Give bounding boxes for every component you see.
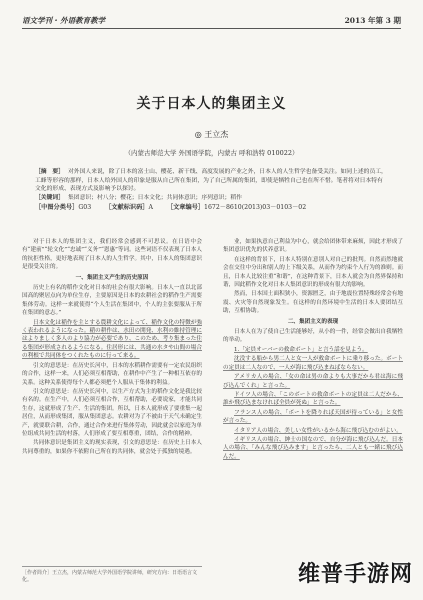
- author-affiliation: （内蒙古师范大学 外国语学院，内蒙古 呼和浩特 010022）: [124, 149, 299, 157]
- paragraph: 在这样的背景下，日本人特别在意别人对自己的批判。自然而然地就会在交往中分出和别人的上下级关系，从而作为约束个人行为的准则。而且，日本人比较注重“和谐”，在这种背景下，日本人就会为自然界保持和谐，因此稻作文化对日本人集团意识的形成有很大的影响。: [223, 256, 403, 289]
- japanese-quote: イギリス人の場合、紳士の国なので、自分が海に飛び込んだ。日本人の場合、「みんな飛び込みます」と言ったら、二人とも一緒に飛び込んだ。: [223, 436, 403, 460]
- article-no-label: ［文章编号］: [166, 204, 205, 211]
- section-heading: 一、集团主义产生的历史原因: [75, 274, 149, 281]
- japanese-quote: 1.「定員オーバーの救命ボート」と言う話を見よう。: [234, 346, 368, 353]
- keywords-text: 集团意识；村八分；樱花；日本文化；共同体意识；序列意识；稻作: [68, 194, 242, 201]
- journal-name: 语文学刊 · 外语教育教学: [22, 16, 106, 25]
- japanese-quote: フランス人の場合、「ボートを降りれば天国が待っている」と女性が言った。: [223, 409, 403, 425]
- paragraph: 日本人在为了使自己生活能够好，从小的一件，经常会做出自我牺牲的举动。: [223, 329, 403, 344]
- paragraph: 共同体意识是集团主义的现实表现，引文的意思是：在历史上日本人共同尊重的，如果你不依附自己所在的共同体，就会处于孤独的境遇。: [22, 440, 202, 455]
- article-meta: [35, 203, 388, 212]
- japanese-quote: 沈没する船から男二人と女一人が救命ボートに乗り移った。ボートの定員は二人なので、一人が海に飛び込まねばならない。: [223, 356, 403, 371]
- article-title: 关于日本人的集团主义: [136, 96, 287, 112]
- site-watermark: 维普手游网: [297, 562, 413, 587]
- doc-label: ［文献标识码］: [105, 204, 149, 211]
- author-footnote: ［作者简介］王立杰，内蒙古师范大学外国语学院讲师，研究方向：日语语言文化。: [22, 566, 202, 583]
- paragraph: 业，如果执意自己利益为中心，就会给团体带来麻烦，因此才形成了集团意识优先的伏养意识。: [223, 239, 403, 254]
- section-heading: 二、集团主义的表现: [287, 318, 339, 325]
- japanese-quote: ドイツ人の場合、「このボートの救命ボートの定員は二人だから、誰か飛び込まなければ全員が死ぬ」と言った。: [223, 391, 403, 407]
- abstract-label: ［摘 要］: [35, 169, 64, 175]
- paragraph: 引文的意思是：在历史长河中，以生产方式为主的稻作文化是我比较有名的。在生产中，人们必须互相合作，互相帮助，必要说家，才能共同生存，这就形成了生产、生活的集团。所以，日本人就形成了要重集一起居住，从而形成集团，服从集团意志。农耕对为了不被由于天气未确定生产，就要联合耕，合作，通过合作来进行集体劳动，因此就会以家庭为单位组成共同生活的村落，人们形成了要互相尊重，团结，合作的精神。: [22, 388, 202, 437]
- japanese-quote: イタリア人の場合、美しい女性がいるから海に飛び込むのがよい。: [234, 427, 402, 434]
- body-column-right: [223, 238, 403, 462]
- abstract-text: 对外国人来说，除了日本的富士山、樱花、新干线、高度发展的产业之外，日本人的人生哲学也备受关注。如同上述的员工，工蜂等形容的那样，日本人给外国人的印象是服从自己所在集团，为了自己所属的集团，即使是牺牲自己也在所不惜。笔者将对日本特有文化的形成、表现方式及影响予以探讨。: [35, 169, 387, 193]
- running-header: [22, 14, 401, 29]
- issue-number: 2013 年第 3 期: [344, 16, 401, 25]
- meta-row: [35, 203, 388, 212]
- article-no-value: 1672－8610(2013)03－0103－02: [204, 204, 307, 211]
- clc-label: ［中图分类号］: [35, 204, 79, 211]
- keywords-label: ［关键词］: [35, 194, 64, 201]
- paragraph: 然而，日本国土面积狭小，资源匮乏，由于地震位置特殊经常会有地震、火灾等自然现象发生。在这样的自然环境中生活的日本人要团结互助，互相协助。: [223, 291, 403, 315]
- paragraph: 历史上有名的稻作文化对日本的社会有很大影响。日本人一直以北部国高的聚居点向为单位生存，主要原因是日本的农耕社会的稻作生产需要集体劳动。这样一来就使得“个人生活在集团中，个人的主张要服从于所在集团的意志。”: [22, 285, 202, 317]
- paragraph: 引文的意思是：在历史长河中，日本的水稻耕作需要有一定农民组织的合作，这样一来，人们必须互相帮助，在耕作中产生了一种相互依存的关系。这种关系使得每个人都必须把个人服从于集体的利益。: [22, 362, 202, 386]
- japanese-quote: 日本文化は稲作を主とする農耕文化によって、稲作文化の特徴が強く表われるようになった。稲の耕作は、水田の開発、水利の維持管理にはよりましく多人のより協力が必要であり、このため、考り集まった住る集団が形成されるようになる。住居形には、共通の水タや山間の場合の利根で共同体をつくれたものに行って来る。: [22, 319, 202, 360]
- keywords-line: [35, 194, 388, 203]
- doc-field: [105, 203, 153, 212]
- abstract: [35, 168, 388, 202]
- body-column-left: [22, 238, 202, 457]
- article-no-field: [167, 203, 306, 212]
- clc-value: G03: [78, 204, 92, 211]
- clc-field: [35, 203, 91, 212]
- doc-value: A: [148, 204, 153, 211]
- paragraph: 对于日本人的集团主义，我们经常会感到不可思议。在日语中会有“建前”“轮文化”“忠诚”“义务”“恩惠”等词。这些词语不仅表现了日本人的抗拒性格，更好地表现了日本人的人生哲学。其中，日本人的集团意识是很受关注的。: [22, 239, 202, 271]
- japanese-quote: アメリカ人の場合、「女の命は男の命よりも大事だから君は海に飛び込んでくれ」と言った。: [223, 374, 403, 389]
- author-name: ◎ 王立杰: [194, 130, 229, 139]
